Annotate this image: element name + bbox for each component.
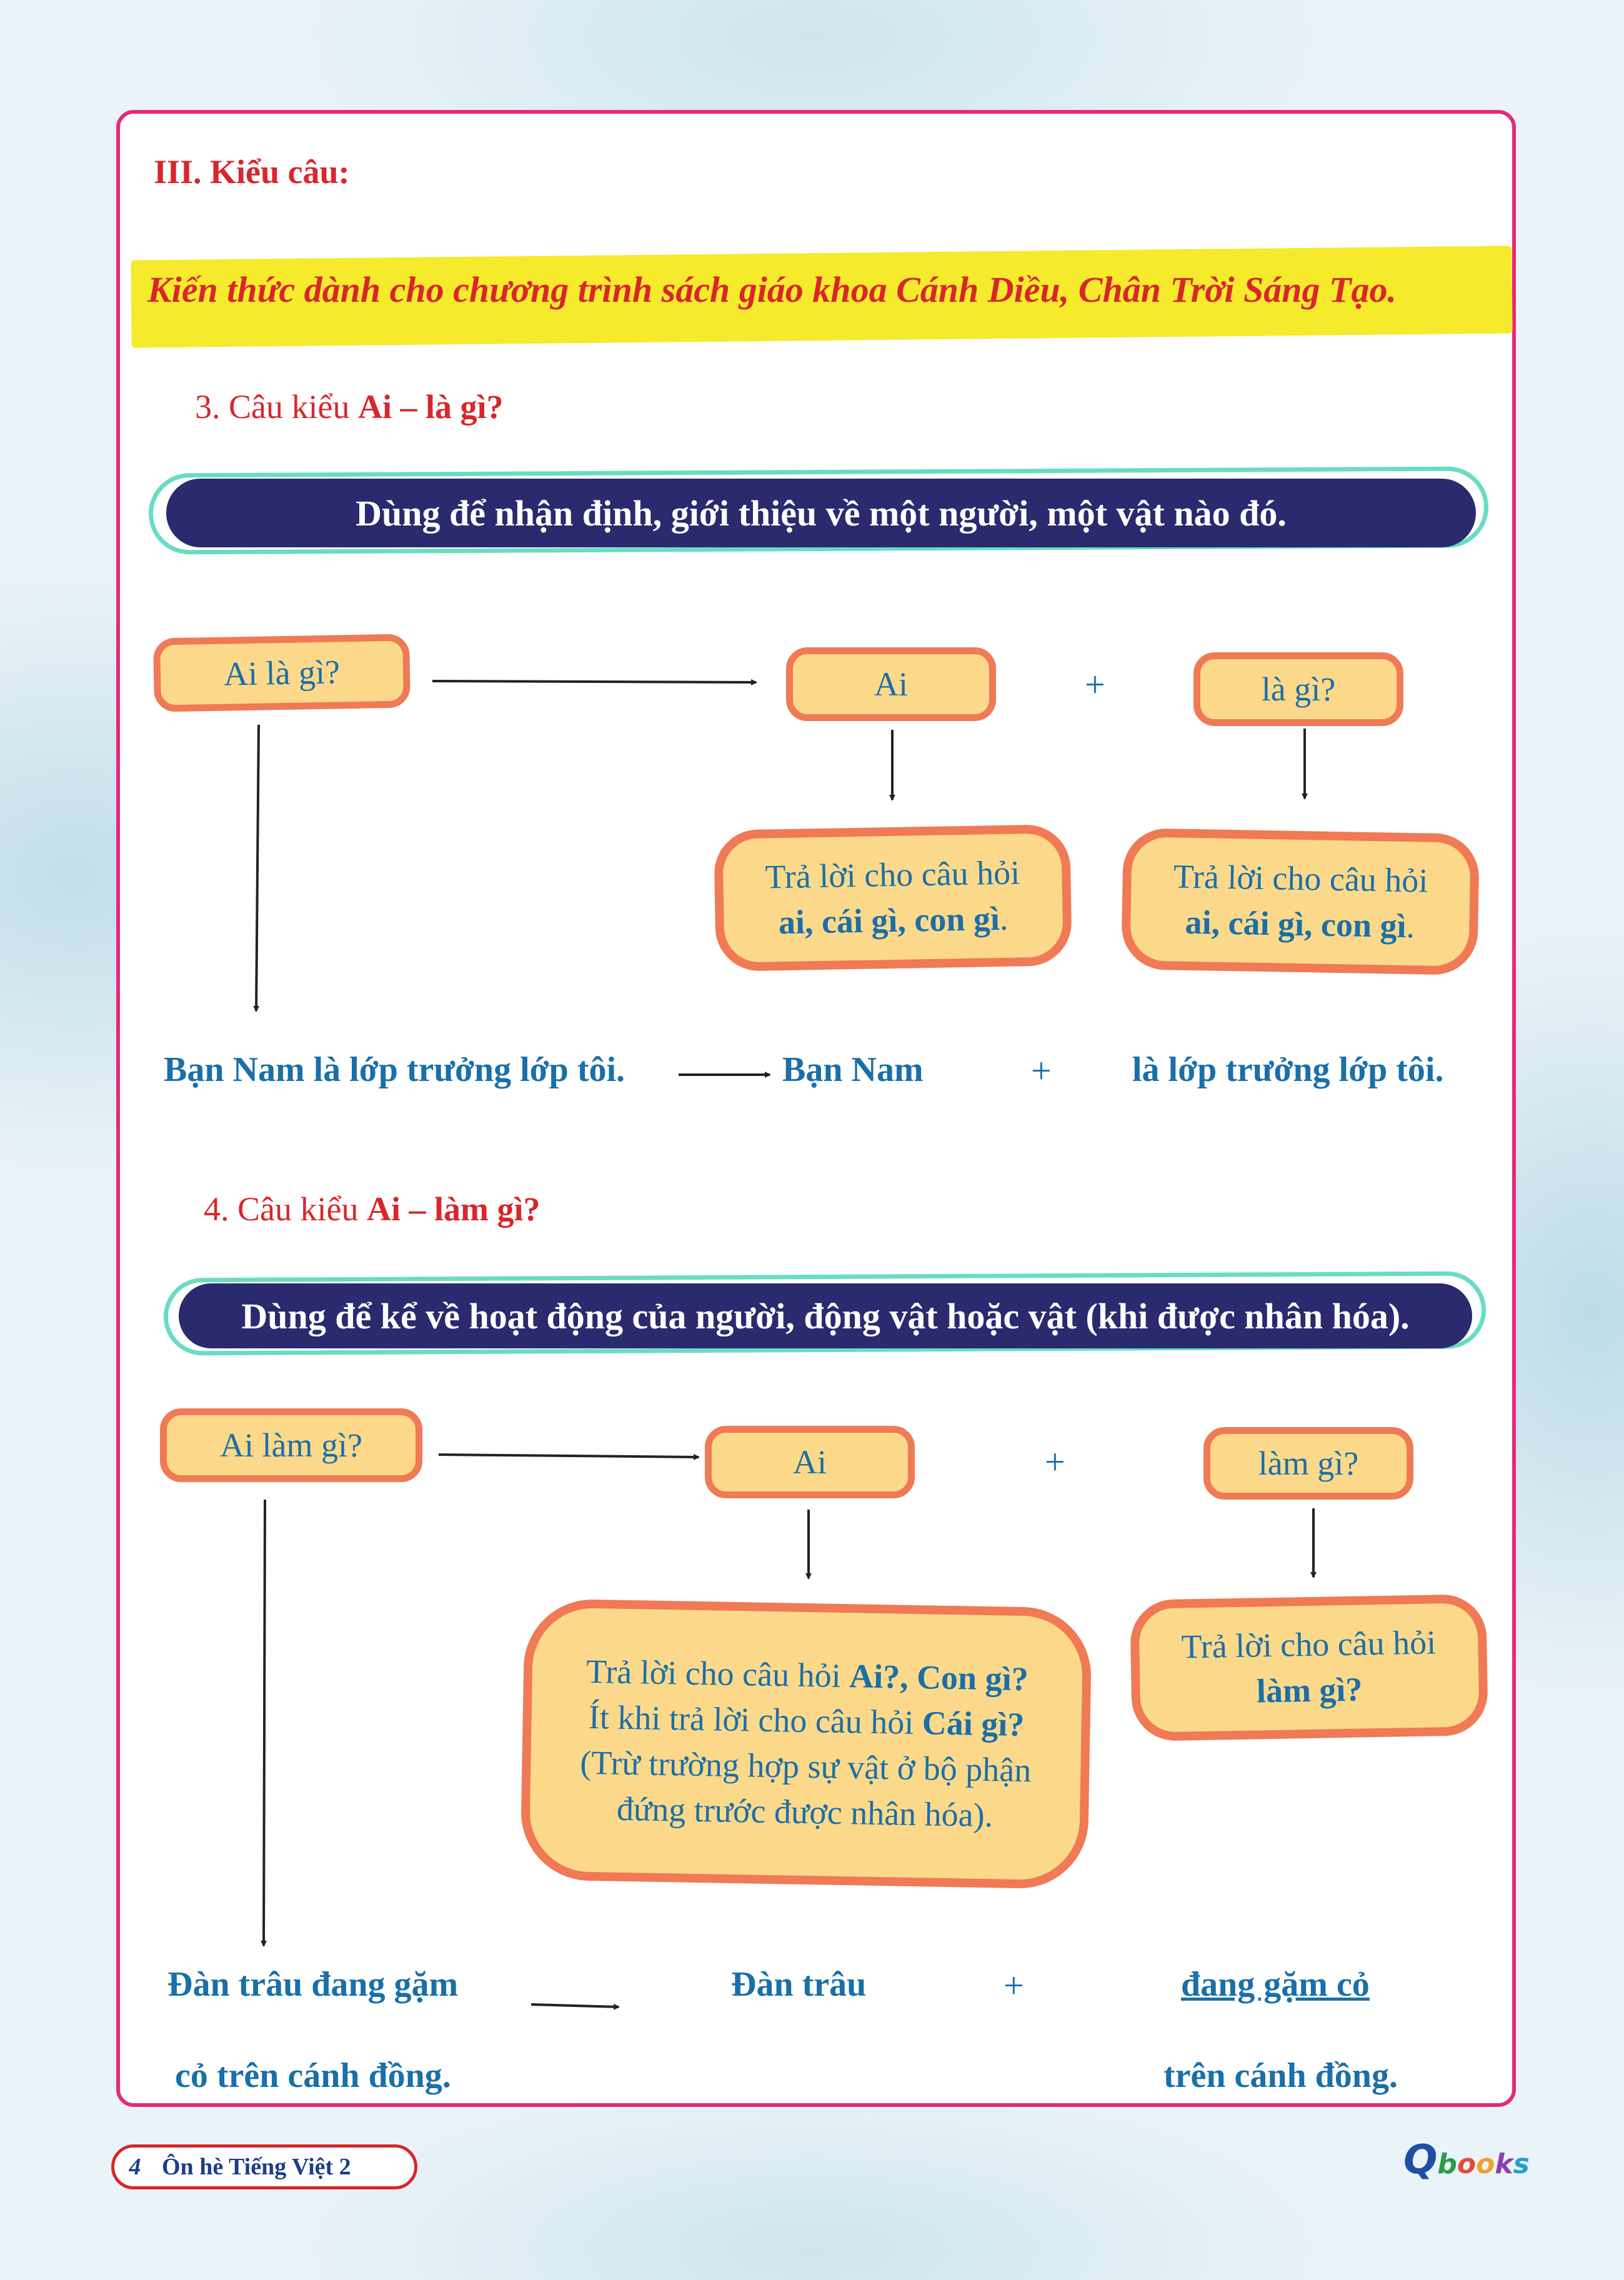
- part3-arrow-root-down: [256, 725, 259, 1011]
- part3-subject-answer: Trả lời cho câu hỏi ai, cái gì, con gì.: [714, 824, 1072, 972]
- part3-arrow-root-to-subject: [432, 681, 756, 682]
- part3-heading-bold: Ai – là gì?: [357, 388, 504, 426]
- part3-predicate-answer-line1: Trả lời cho câu hỏi: [1173, 857, 1428, 900]
- part4-plus: +: [1045, 1441, 1065, 1482]
- part4-example-sentence-line2: cỏ trên cánh đồng.: [175, 2056, 451, 2095]
- part4-predicate-answer-line1: Trả lời cho câu hỏi: [1181, 1623, 1437, 1666]
- part4-example-sentence-line1: Đàn trâu đang gặm: [167, 1965, 459, 2004]
- part3-subject-box: Ai: [786, 647, 996, 721]
- part4-subject-box: Ai: [705, 1426, 915, 1498]
- part3-predicate-answer-bold: ai, cái gì, con gì: [1185, 903, 1407, 945]
- part3-example-sentence: Bạn Nam là lớp trưởng lớp tôi.: [164, 1050, 625, 1089]
- curriculum-note: Kiến thức dành cho chương trình sách giáo khoa Cánh Diều, Chân Trời Sáng Tạo.: [147, 269, 1397, 310]
- part4-predicate-answer-bold: làm gì?: [1256, 1670, 1363, 1710]
- publisher-logo: Qbooks: [1403, 2137, 1530, 2183]
- part4-example-predicate-line1: đang gặm cỏ: [1181, 1965, 1370, 2004]
- part3-example-predicate: là lớp trưởng lớp tôi.: [1132, 1050, 1444, 1089]
- part3-subject-answer-bold: ai, cái gì, con gì: [778, 900, 1000, 942]
- section-title: III. Kiểu câu:: [154, 153, 350, 191]
- part4-predicate-box: làm gì?: [1203, 1427, 1413, 1500]
- part4-heading-prefix: 4. Câu kiểu: [204, 1190, 367, 1228]
- part4-example-plus: +: [1004, 1965, 1024, 2006]
- part4-heading-bold: Ai – làm gì?: [366, 1190, 541, 1228]
- part3-heading-prefix: 3. Câu kiểu: [195, 388, 358, 426]
- footer-book-label: [111, 2144, 417, 2189]
- part3-predicate-answer: Trả lời cho câu hỏi ai, cái gì, con gì.: [1121, 828, 1480, 975]
- part4-root-box: Ai làm gì?: [160, 1408, 422, 1482]
- part3-banner: Dùng để nhận định, giới thiệu về một người, một vật nào đó.: [166, 479, 1476, 547]
- part4-arrow-example: [531, 2004, 619, 2007]
- page-number: 4: [129, 2154, 141, 2180]
- part4-banner: Dùng để kể về hoạt động của người, động vật hoặc vật (khi được nhân hóa).: [179, 1283, 1472, 1348]
- part3-example-subject: Bạn Nam: [782, 1050, 924, 1089]
- part3-example-plus: +: [1031, 1050, 1052, 1091]
- part4-example-predicate-line2: trên cánh đồng.: [1163, 2056, 1398, 2095]
- part4-subject-answer: Trả lời cho câu hỏi Ai?, Con gì? Ít khi trả lời cho câu hỏi Cái gì? (Trừ trường hợp sự vật ở bộ phận đứng trước được nhân hóa).: [520, 1598, 1092, 1889]
- part3-predicate-box: là gì?: [1193, 652, 1403, 726]
- part3-subject-answer-line1: Trả lời cho câu hỏi: [765, 854, 1020, 896]
- part4-arrow-root-to-subject: [439, 1455, 699, 1457]
- part3-root-box: Ai là gì?: [153, 634, 411, 712]
- part3-plus: +: [1085, 664, 1105, 705]
- part4-example-subject: Đàn trâu: [731, 1965, 867, 2004]
- book-title: Ôn hè Tiếng Việt 2: [162, 2154, 351, 2180]
- part4-arrow-root-down: [264, 1500, 265, 1946]
